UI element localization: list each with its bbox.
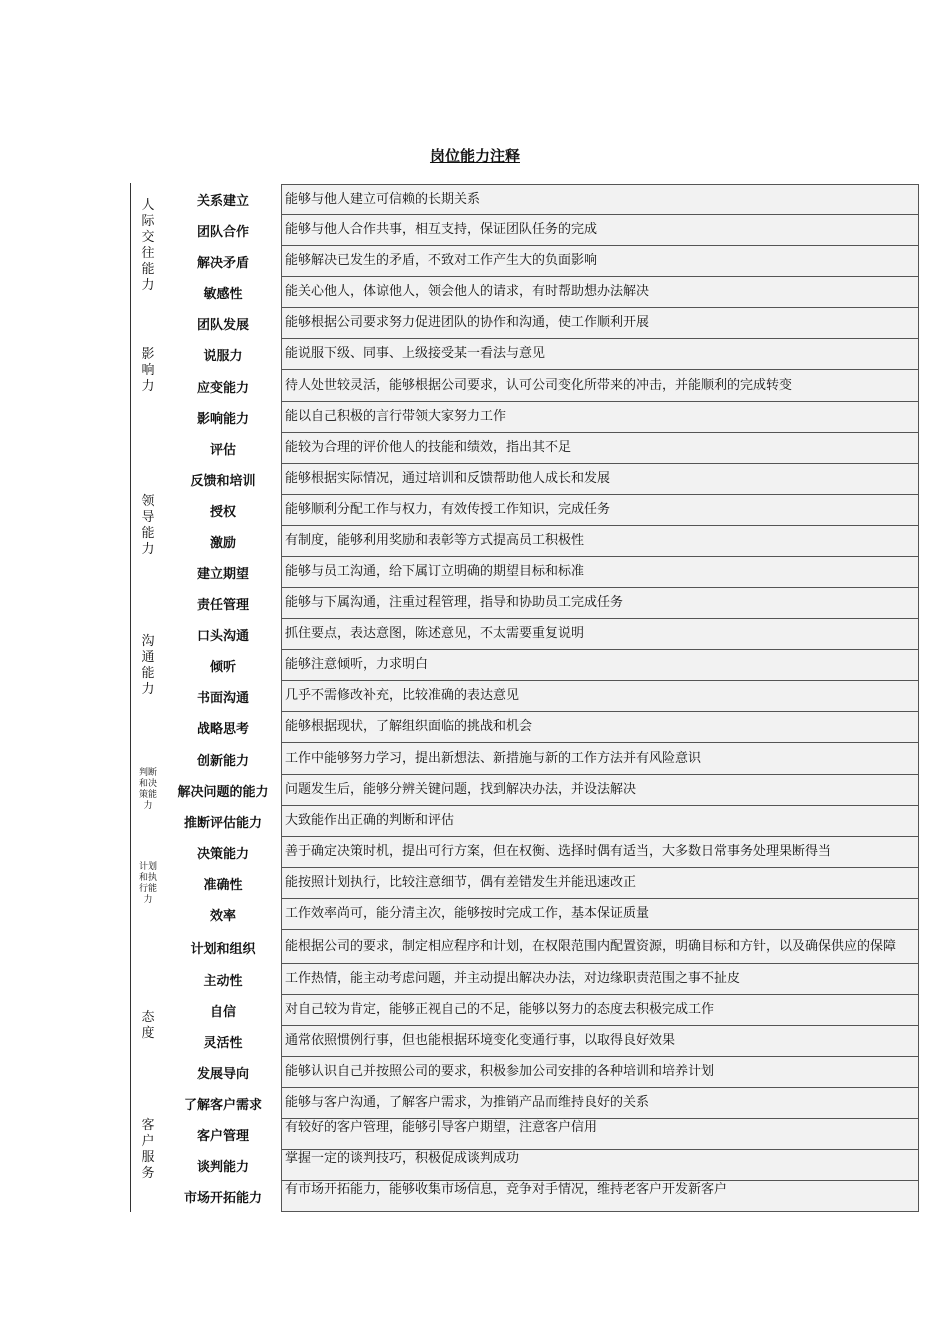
ability-name: 解决矛盾 [196, 256, 249, 271]
table-row [165, 1119, 919, 1150]
table-row [165, 743, 919, 775]
ability-description: 能够与他人建立可信赖的长期关系 [281, 184, 919, 215]
table-row [165, 370, 919, 402]
ability-name: 应变能力 [196, 380, 249, 396]
table-row [165, 184, 919, 215]
ability-description: 能够解决已发生的矛盾，不致对工作产生大的负面影响 [281, 246, 919, 277]
category-label: 计划 和执 行能 力 [138, 861, 157, 905]
table-row [165, 712, 919, 743]
ability-name: 口头沟通 [196, 629, 249, 644]
ability-description: 能够根据现状，了解组织面临的挑战和机会 [281, 712, 919, 743]
category-label: 客 户 服 务 [141, 1118, 155, 1181]
ability-description: 能够与他人合作共事，相互支持，保证团队任务的完成 [281, 215, 919, 246]
ability-name: 了解客户需求 [183, 1098, 262, 1113]
table-row [165, 899, 919, 930]
ability-description: 能根据公司的要求，制定相应程序和计划，在权限范围内配置资源，明确目标和方针，以及确保供应的保障 [281, 930, 919, 964]
ability-name: 关系建立 [196, 194, 249, 209]
table-row [165, 1057, 919, 1088]
category-label: 人 际 交 往 能 力 [141, 198, 155, 293]
table-row [165, 930, 919, 964]
ability-description: 工作热情，能主动考虑问题，并主动提出解决办法，对边缘职责范围之事不扯皮 [281, 964, 919, 995]
table-row [165, 681, 919, 712]
ability-description: 问题发生后，能够分辨关键问题，找到解决办法，并设法解决 [281, 775, 919, 806]
category-label: 态 度 [141, 1010, 155, 1041]
table-row [165, 868, 919, 899]
table-row [165, 837, 919, 868]
ability-description: 通常依照惯例行事，但也能根据环境变化变通行事，以取得良好效果 [281, 1026, 919, 1057]
ability-name: 反馈和培训 [190, 474, 256, 489]
ability-description: 几乎不需修改补充，比较准确的表达意见 [281, 681, 919, 712]
ability-name: 团队合作 [196, 225, 249, 240]
ability-name: 效率 [209, 909, 236, 924]
ability-description: 能以自己积极的言行带领大家努力工作 [281, 402, 919, 433]
table-row [165, 433, 919, 464]
ability-name: 建立期望 [196, 567, 249, 582]
ability-description: 能够注意倾听，力求明白 [281, 650, 919, 681]
ability-description: 能够认识自己并按照公司的要求，积极参加公司安排的各种培训和培养计划 [281, 1057, 919, 1088]
ability-name: 决策能力 [196, 847, 249, 862]
ability-description: 有制度，能够利用奖励和表彰等方式提高员工积极性 [281, 526, 919, 557]
table-row [165, 588, 919, 619]
ability-name: 书面沟通 [196, 691, 249, 706]
ability-name: 敏感性 [203, 287, 243, 302]
ability-description: 能够与下属沟通，注重过程管理，指导和协助员工完成任务 [281, 588, 919, 619]
table-row [165, 995, 919, 1026]
ability-description: 有较好的客户管理，能够引导客户期望，注意客户信用 [281, 1119, 919, 1150]
table-row [165, 619, 919, 650]
ability-description: 能关心他人，体谅他人，领会他人的请求，有时帮助想办法解决 [281, 277, 919, 308]
ability-description: 工作中能够努力学习，提出新想法、新措施与新的工作方法并有风险意识 [281, 743, 919, 775]
ability-description: 能够根据实际情况，通过培训和反馈帮助他人成长和发展 [281, 464, 919, 495]
ability-name: 说服力 [203, 349, 243, 364]
ability-description: 掌握一定的谈判技巧，积极促成谈判成功 [281, 1150, 919, 1181]
ability-description: 能够根据公司要求努力促进团队的协作和沟通，使工作顺利开展 [281, 308, 919, 339]
ability-name: 责任管理 [196, 598, 249, 613]
table-row [165, 495, 919, 526]
ability-description: 工作效率尚可，能分清主次，能够按时完成工作，基本保证质量 [281, 899, 919, 930]
ability-name: 谈判能力 [196, 1160, 249, 1175]
ability-name: 准确性 [203, 878, 243, 893]
ability-name: 解决问题的能力 [177, 785, 269, 800]
ability-name: 战略思考 [196, 722, 249, 737]
table-row [165, 215, 919, 246]
page-title: 岗位能力注释 [429, 147, 520, 165]
ability-description: 能够顺利分配工作与权力，有效传授工作知识，完成任务 [281, 495, 919, 526]
table-row [165, 650, 919, 681]
ability-description: 能够与员工沟通，给下属订立明确的期望目标和标准 [281, 557, 919, 588]
table-row [165, 402, 919, 433]
ability-description: 待人处世较灵活，能够根据公司要求，认可公司变化所带来的冲击，并能顺利的完成转变 [281, 370, 919, 402]
table-row [165, 1181, 919, 1212]
table-row [165, 246, 919, 277]
ability-description: 抓住要点，表达意图，陈述意见，不太需要重复说明 [281, 619, 919, 650]
ability-name: 激励 [209, 536, 236, 551]
ability-name: 创新能力 [196, 753, 249, 769]
ability-name: 客户管理 [196, 1129, 249, 1144]
ability-description: 大致能作出正确的判断和评估 [281, 806, 919, 837]
ability-name: 授权 [209, 505, 236, 520]
table-row [165, 1026, 919, 1057]
table-row [165, 1088, 919, 1119]
table-row [165, 964, 919, 995]
table-row [165, 308, 919, 339]
table-row [165, 277, 919, 308]
category-label: 沟 通 能 力 [141, 633, 155, 697]
ability-description: 善于确定决策时机，提出可行方案，但在权衡、选择时偶有适当，大多数日常事务处理果断得当 [281, 837, 919, 868]
table-row [165, 806, 919, 837]
ability-name: 灵活性 [203, 1036, 243, 1051]
table-row [165, 339, 919, 370]
ability-description: 对自己较为肯定，能够正视自己的不足，能够以努力的态度去积极完成工作 [281, 995, 919, 1026]
ability-description: 能说服下级、同事、上级接受某一看法与意见 [281, 339, 919, 370]
ability-description: 有市场开拓能力，能够收集市场信息，竞争对手情况，维持老客户开发新客户 [281, 1181, 919, 1212]
ability-name: 计划和组织 [190, 941, 256, 957]
ability-name: 影响能力 [196, 412, 249, 427]
table-row [165, 775, 919, 806]
ability-name: 推断评估能力 [183, 816, 262, 831]
ability-name: 发展导向 [196, 1067, 249, 1082]
ability-description: 能够与客户沟通，了解客户需求，为推销产品而维持良好的关系 [281, 1088, 919, 1119]
table-row [165, 526, 919, 557]
category-label: 领 导 能 力 [141, 494, 155, 557]
ability-name: 自信 [209, 1005, 236, 1020]
table-row [165, 464, 919, 495]
ability-name: 评估 [209, 443, 236, 458]
ability-name: 市场开拓能力 [183, 1191, 262, 1206]
ability-name: 团队发展 [196, 318, 249, 333]
ability-description: 能按照计划执行，比较注意细节，偶有差错发生并能迅速改正 [281, 868, 919, 899]
category-label: 影 响 力 [141, 346, 155, 394]
ability-name: 主动性 [203, 974, 243, 989]
ability-description: 能较为合理的评价他人的技能和绩效，指出其不足 [281, 433, 919, 464]
table-row [165, 1150, 919, 1181]
table-row [165, 557, 919, 588]
category-label: 判断 和决 策能 力 [138, 768, 157, 811]
ability-name: 倾听 [209, 660, 236, 675]
